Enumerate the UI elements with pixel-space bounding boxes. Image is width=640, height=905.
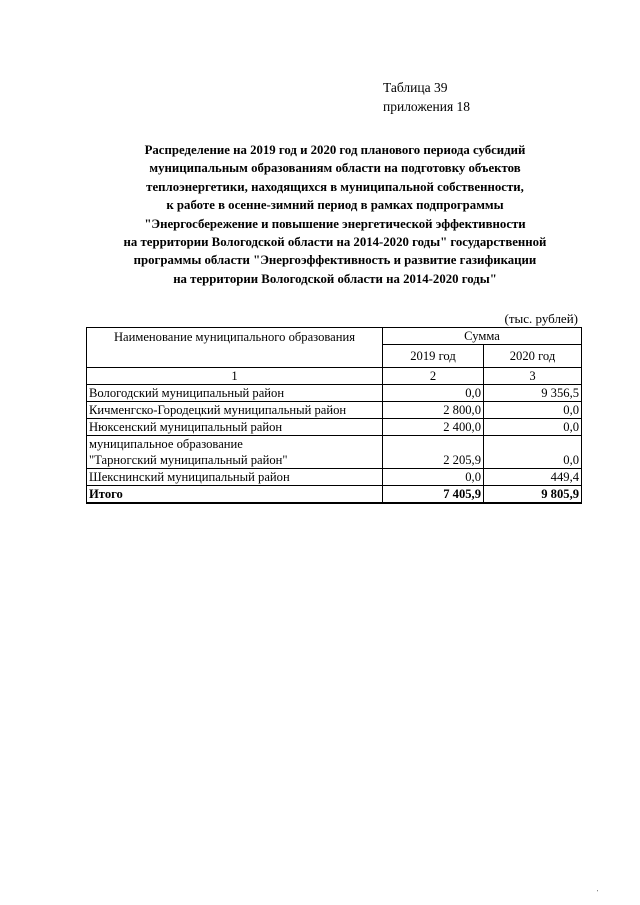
amount-2019: 0,0 [383,385,484,402]
column-header-name: Наименование муниципального образования [87,328,383,368]
amount-2020: 449,4 [484,469,582,486]
table-row [87,385,582,402]
column-number: 3 [484,368,582,385]
subsidy-table [86,327,582,504]
title-line: на территории Вологодской области на 2014-2020 годы" [173,271,497,286]
title-line: теплоэнергетики, находящихся в муниципальной собственности, [146,179,524,194]
table-row [87,402,582,419]
amount-2019: 0,0 [383,469,484,486]
column-header-sum: Сумма [383,328,582,345]
title-line: программы области "Энергоэффективность и развитие газификации [133,253,537,268]
amount-2020: 9 356,5 [484,385,582,402]
municipality-name-line: "Тарногский муниципальный район" [89,453,288,467]
title-line: "Энергосбережение и повышение энергетической эффективности [144,216,526,231]
amount-2020: 0,0 [484,436,582,469]
table-row [87,419,582,436]
column-header-2019: 2019 год [383,345,484,368]
total-label: Итого [87,486,383,504]
column-header-2020: 2020 год [484,345,582,368]
document-title [88,141,582,288]
total-2020: 9 805,9 [484,486,582,504]
total-row [87,486,582,504]
amount-2019: 2 205,9 [383,436,484,469]
municipality-name: Кичменгско-Городецкий муниципальный район [87,402,383,419]
table-number: Таблица 39 [383,80,448,95]
municipality-name: Нюксенский муниципальный район [87,419,383,436]
appendix-reference: приложения 18 [383,99,471,114]
column-number: 1 [87,368,383,385]
amount-2020: 0,0 [484,419,582,436]
table-row [87,469,582,486]
table-reference [383,78,470,116]
title-line: муниципальным образованиям области на подготовку объектов [149,161,521,176]
total-2019: 7 405,9 [383,486,484,504]
title-line: к работе в осенне-зимний период в рамках подпрограммы [166,198,504,213]
title-line: на территории Вологодской области на 2014-2020 годы" государственной [123,235,547,250]
municipality-name-line: муниципальное образование [89,437,243,451]
title-line: Распределение на 2019 год и 2020 год планового периода субсидий [144,143,526,157]
table-row [87,436,582,469]
municipality-name: Вологодский муниципальный район [87,385,383,402]
amount-2019: 2 800,0 [383,402,484,419]
table-header-row [87,328,582,345]
column-number: 2 [383,368,484,385]
units-label: (тыс. рублей) [504,311,578,326]
page-mark: ' [597,890,599,896]
amount-2020: 0,0 [484,402,582,419]
municipality-name: Шекснинский муниципальный район [87,469,383,486]
column-number-row [87,368,582,385]
amount-2019: 2 400,0 [383,419,484,436]
municipality-name [87,436,383,469]
